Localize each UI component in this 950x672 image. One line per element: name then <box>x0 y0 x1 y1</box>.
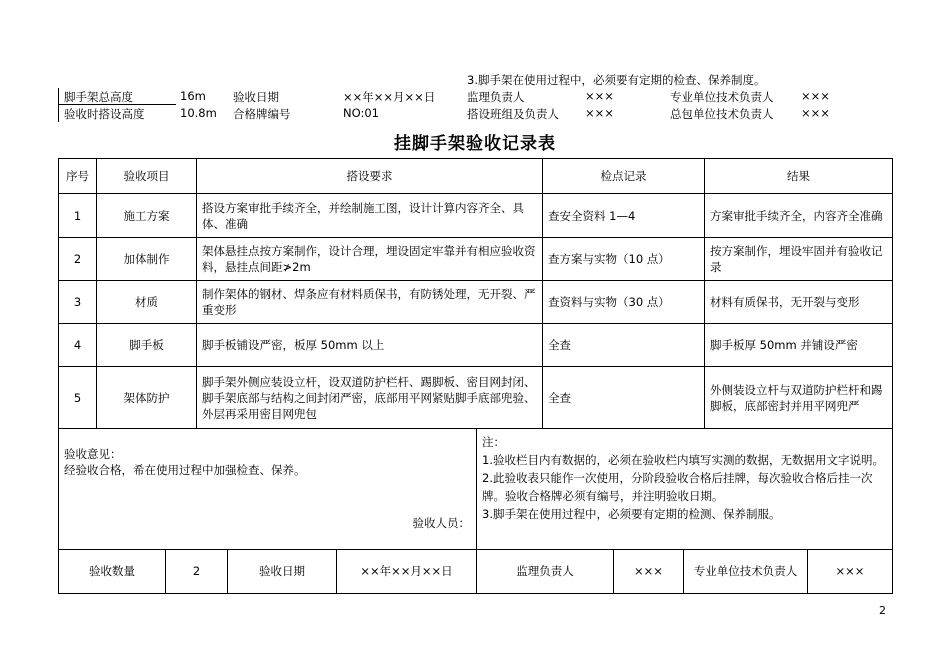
col-header-item: 验收项目 <box>97 159 197 194</box>
row-requirement: 制作架体的钢材、焊条应有材料质保书，有防锈处理，无开裂、严重变形 <box>197 281 543 324</box>
notes-cell <box>477 428 893 549</box>
total-height-label: 脚手架总高度 <box>64 90 133 104</box>
current-height-value: 10.8m <box>180 106 217 120</box>
row-record: 全查 <box>543 367 705 429</box>
team-value: ××× <box>585 106 614 120</box>
top-note: 3.脚手架在使用过程中，必须要有定期的检查、保养制度。 <box>467 73 766 87</box>
col-header-result: 结果 <box>705 159 893 194</box>
table-row <box>59 281 893 324</box>
receiver-label: 验收人员： <box>412 515 470 530</box>
page-title: 挂脚手架验收记录表 <box>394 134 556 154</box>
opinion-cell <box>59 428 477 549</box>
row-record: 全查 <box>543 324 705 367</box>
footer-supervisor-label: 监理负责人 <box>477 549 614 593</box>
row-item: 加体制作 <box>97 238 197 281</box>
row-result: 方案审批手续齐全，内容齐全准确 <box>705 194 893 238</box>
row-item: 施工方案 <box>97 194 197 238</box>
table-row <box>59 238 893 281</box>
current-height-label: 验收时搭设高度 <box>64 107 145 121</box>
col-header-record: 检点记录 <box>543 159 705 194</box>
date-value: ××年××月××日 <box>343 90 436 104</box>
page-number: 2 <box>879 604 886 617</box>
footer-table <box>58 549 893 594</box>
footer-tech-label: 专业单位技术负责人 <box>684 549 808 593</box>
header-row-1 <box>58 88 858 105</box>
footer-count-value: 2 <box>166 549 228 593</box>
supervisor-label: 监理负责人 <box>467 90 525 104</box>
header-row-2 <box>58 105 858 122</box>
row-requirement: 架体悬挂点按方案制作，设计合理，埋设固定牢靠并有相应验收资料，悬挂点间距≯2m <box>197 238 543 281</box>
row-result: 按方案制作，埋设牢固并有验收记录 <box>705 238 893 281</box>
note-item: 3.脚手架在使用过程中，必须要有定期的检测、保养制服。 <box>482 507 781 521</box>
date-label: 验收日期 <box>233 90 279 104</box>
table-header-row <box>59 159 893 194</box>
col-header-no: 序号 <box>59 159 97 194</box>
col-header-requirement: 搭设要求 <box>197 159 543 194</box>
note-item: 2.此验收表只能作一次使用，分阶段验收合格后挂牌，每次验收合格后挂一次牌。验收合格牌必须有编号，并注明验收日期。 <box>482 471 873 503</box>
inspection-table <box>58 158 893 429</box>
opinion-text: 经验收合格，希在使用过程中加强检查、保养。 <box>64 463 306 477</box>
row-no: 5 <box>59 367 97 429</box>
plate-label: 合格牌编号 <box>233 107 291 121</box>
row-record: 查方案与实物（10 点） <box>543 238 705 281</box>
row-requirement: 脚手架外侧应装设立杆，设双道防护栏杆、踢脚板、密目网封闭、脚手架底部与结构之间封闭严密，底部用平网紧贴脚手底部兜验、外层再采用密目网兜包 <box>197 367 543 429</box>
row-result: 材料有质保书，无开裂与变形 <box>705 281 893 324</box>
row-item: 架体防护 <box>97 367 197 429</box>
row-no: 1 <box>59 194 97 238</box>
row-result: 外侧装设立杆与双道防护栏杆和踢脚板，底部密封并用平网兜严 <box>705 367 893 429</box>
table-row <box>59 367 893 429</box>
row-record: 查安全资料 1—4 <box>543 194 705 238</box>
plate-value: NO:01 <box>343 106 379 120</box>
total-height-value: 16m <box>180 89 206 103</box>
table-row <box>59 324 893 367</box>
general-tech-label: 总包单位技术负责人 <box>670 107 774 121</box>
footer-date-value: ××年××月××日 <box>337 549 477 593</box>
opinion-notes-table <box>58 428 893 550</box>
row-no: 3 <box>59 281 97 324</box>
footer-tech-value: ××× <box>808 549 893 593</box>
opinion-label: 验收意见： <box>64 447 122 461</box>
row-requirement: 搭设方案审批手续齐全，并绘制施工图，设计计算内容齐全、具体、准确 <box>197 194 543 238</box>
header-underline <box>58 104 176 105</box>
footer-supervisor-value: ××× <box>614 549 684 593</box>
footer-date-label: 验收日期 <box>228 549 337 593</box>
row-result: 脚手板厚 50mm 并铺设严密 <box>705 324 893 367</box>
header-left-rule <box>58 88 59 122</box>
note-item: 1.验收栏目内有数据的，必须在验收栏内填写实测的数据，无数据用文字说明。 <box>482 453 884 467</box>
row-item: 脚手板 <box>97 324 197 367</box>
row-no: 2 <box>59 238 97 281</box>
general-tech-value: ××× <box>801 106 830 120</box>
tech-value: ××× <box>801 89 830 103</box>
tech-label: 专业单位技术负责人 <box>670 90 774 104</box>
row-no: 4 <box>59 324 97 367</box>
footer-count-label: 验收数量 <box>59 549 166 593</box>
row-requirement: 脚手板铺设严密，板厚 50mm 以上 <box>197 324 543 367</box>
supervisor-value: ××× <box>585 89 614 103</box>
table-row <box>59 194 893 238</box>
team-label: 搭设班组及负责人 <box>467 107 559 121</box>
row-record: 查资料与实物（30 点） <box>543 281 705 324</box>
notes-title: 注： <box>482 435 505 449</box>
row-item: 材质 <box>97 281 197 324</box>
